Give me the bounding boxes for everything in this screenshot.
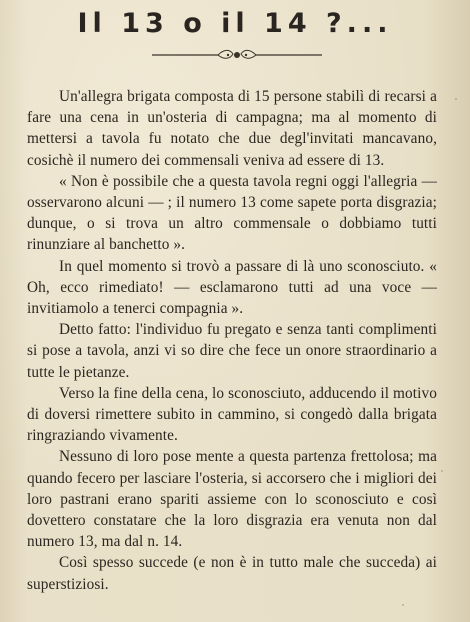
paper-speck [441, 470, 443, 472]
paragraph-5: Verso la fine della cena, lo sconosciuto, adducendo il motivo di doversi rimettere subito in cammino, si congedò dalla brigata ringraziando vivamente. [27, 384, 437, 445]
paper-speck [402, 604, 404, 606]
page-title: Il 13 o il 14 ?... [77, 8, 393, 39]
paragraph-4: Detto fatto: l'individuo fu pregato e senza tanti complimenti si pose a tavola, anzi vi so dire che fece un onore straordinario a tutte le pietanze. [27, 321, 437, 381]
paper-speck [455, 98, 457, 100]
paragraph-7: Così spesso succede (e non è in tutto male che succeda) ai superstiziosi. [27, 554, 437, 593]
article-body [27, 86, 437, 595]
ornament-divider [148, 46, 326, 64]
paragraph-1: Un'allegra brigata composta di 15 persone stabilì di recarsi a fare una cena in un'osteria di campagna; ma al momento di mettersi a tavola fu notato che due degl'invitati mancavano, cosichè il numero dei commensali veniva ad essere di 13. [27, 88, 437, 169]
paragraph-2: « Non è possibile che a questa tavola regni oggi l'allegria — osservarono alcuni — ; il numero 13 come sapete porta disgrazia; dunque, o si trova un altro commensale o dobbiamo tutti rinunziare al banchetto ». [27, 172, 437, 254]
paragraph-3: In quel momento si trovò a passare di là uno sconosciuto. « Oh, ecco rimediato! — esclamarono tutti ad una voce — invitiamolo a tenerci compagnia ». [27, 257, 437, 318]
paragraph-6: Nessuno di loro pose mente a questa partenza frettolosa; ma quando fecero per lasciare l'osteria, si accorsero che i migliori dei loro pastrani erano spariti assieme con lo sconosciuto e così dovettero constatare che la loro disgrazia era venuta non dal numero 13, ma dal n. 14. [27, 448, 437, 551]
